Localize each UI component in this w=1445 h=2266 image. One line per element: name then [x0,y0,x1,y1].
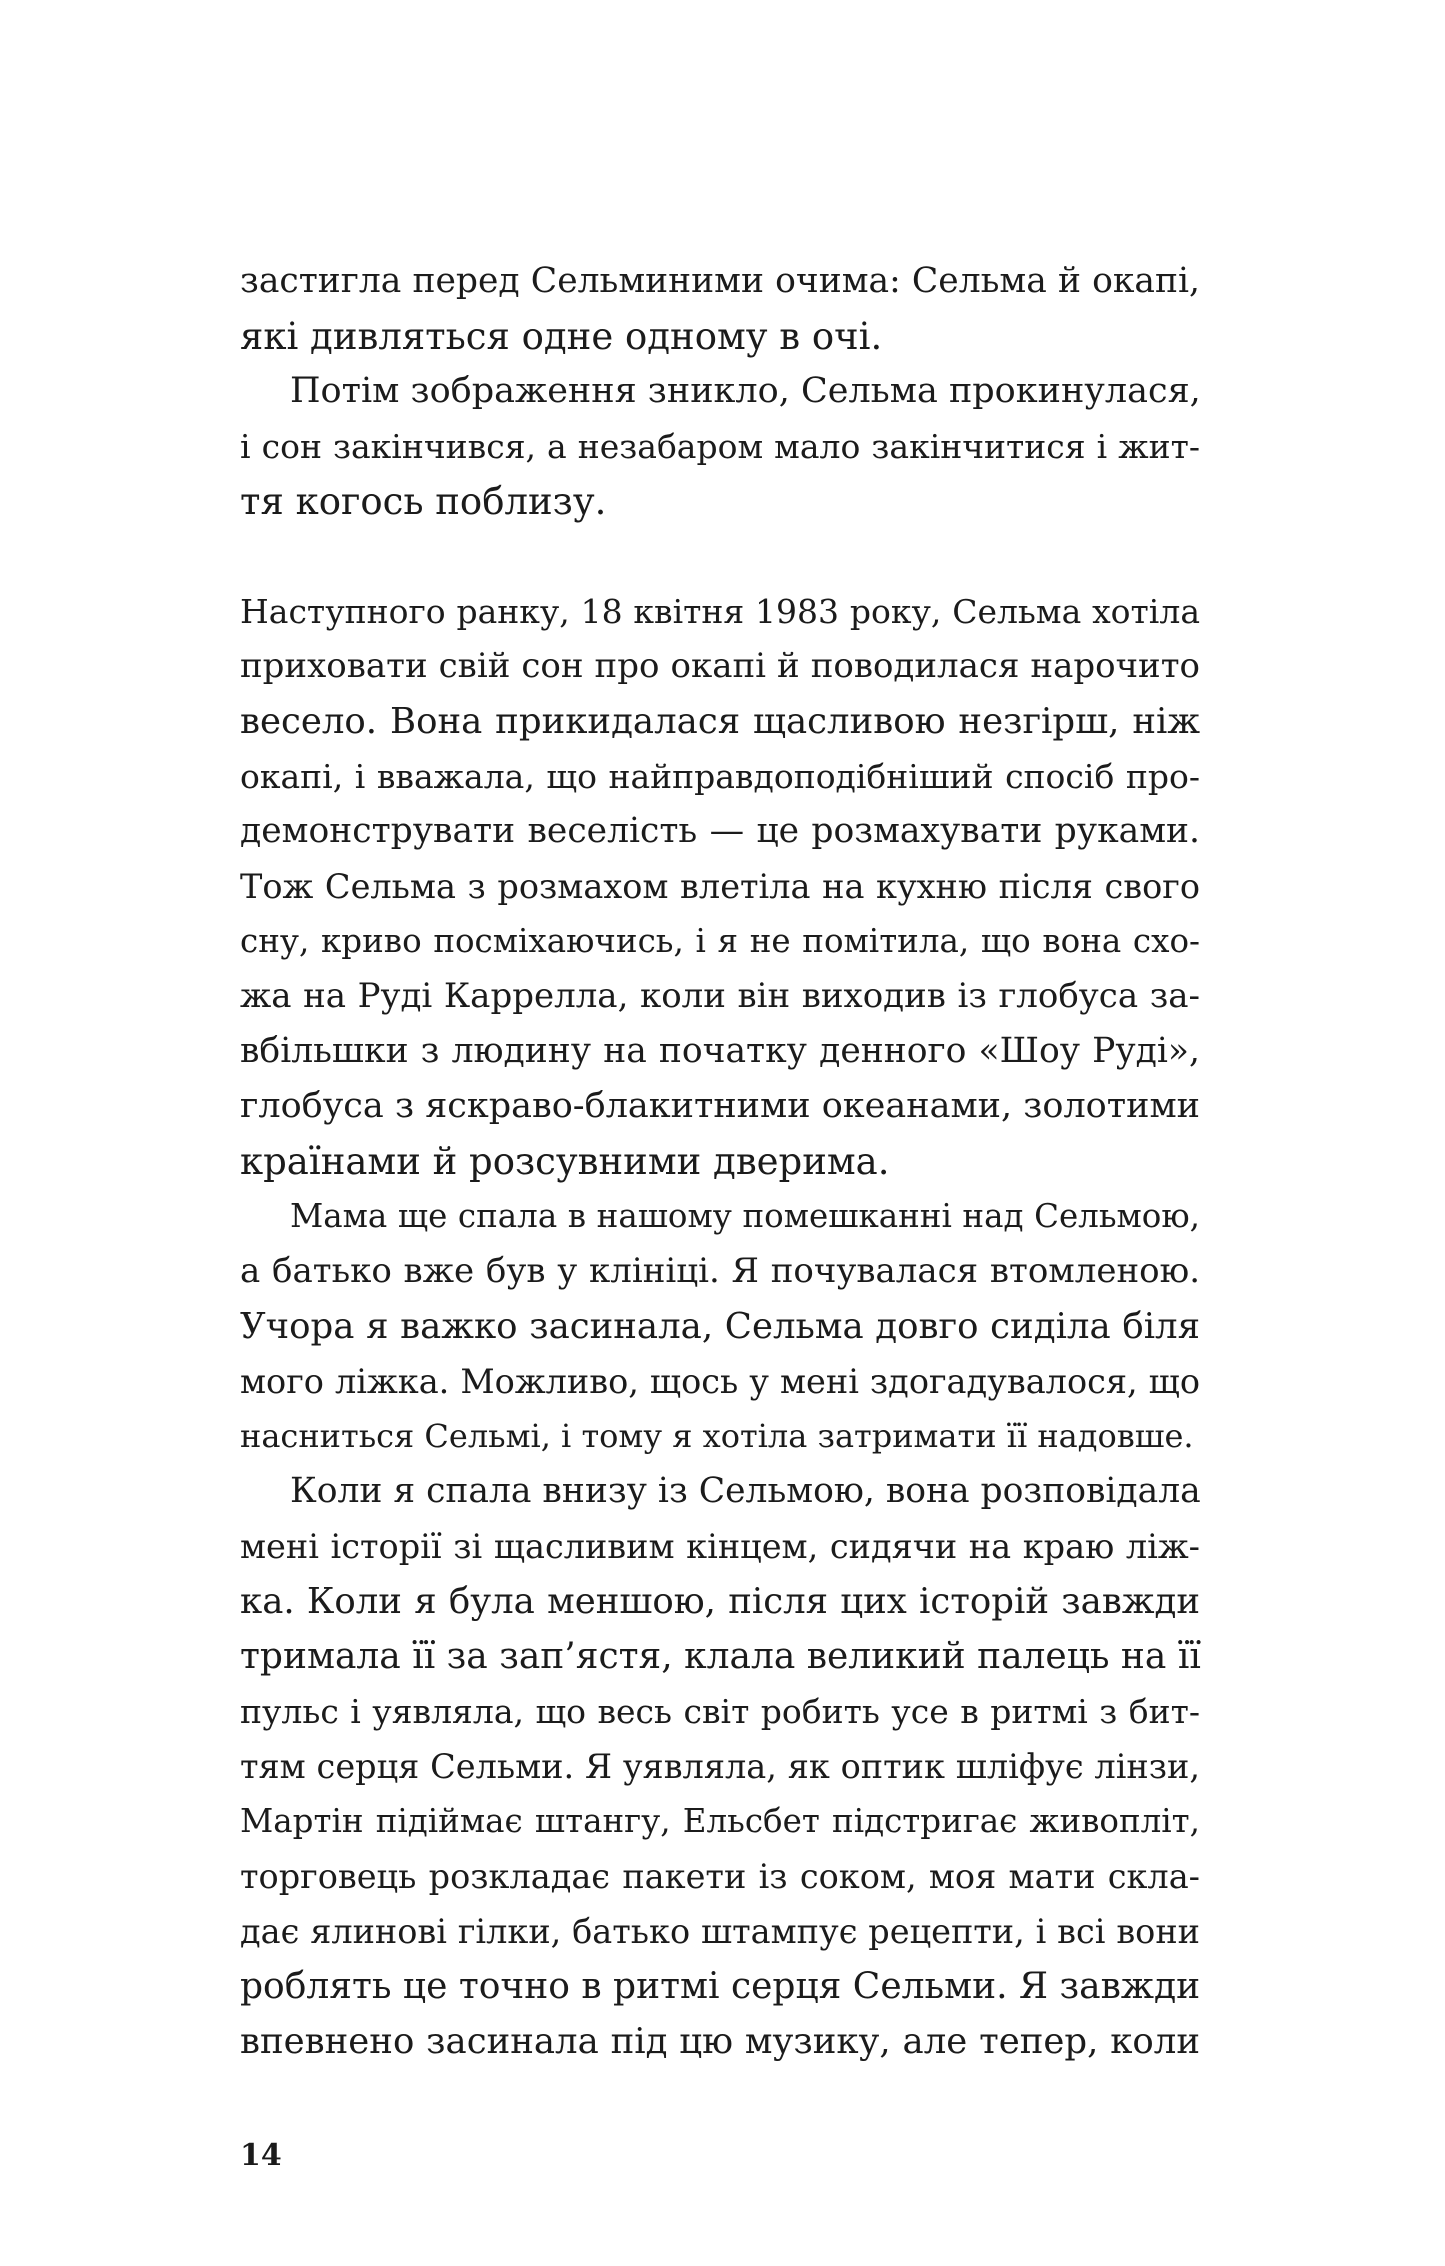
paragraph [240,1189,1200,1464]
text-line: Мама ще спала в нашому помешканні над Сельмою, [290,1197,1200,1235]
paragraph [240,1464,1200,2069]
text-line: Коли я спала внизу із Сельмою, вона розповідала [290,1471,1201,1511]
text-line: весело. Вона прикидалася щасливою незгірш, ніж [240,701,1200,742]
paragraph [240,254,1200,364]
text-line: тримала її за зап’ястя, клала великий палець на її [240,1636,1201,1677]
text-line: Мартін підіймає штангу, Ельсбет підстригає живопліт, [240,1802,1200,1840]
text-line: глобуса з яскраво-блакитними океанами, золотими [240,1086,1200,1126]
text-line: застигла перед Сельминими очима: Сельма й окапі, [240,261,1200,301]
body-text [240,254,1200,2069]
text-line: впевнено засинала під цю музику, але тепер, коли [240,2021,1200,2062]
page-number: 14 [240,2138,282,2173]
text-line: роблять це точно в ритмі серця Сельми. Я завжди [240,1966,1201,2007]
text-line: жа на Руді Каррелла, коли він виходив із глобуса за- [240,976,1200,1016]
text-line: приховати свій сон про окапі й поводилася нарочито [240,646,1200,686]
text-line: мені історії зі щасливим кінцем, сидячи на краю ліж- [240,1527,1200,1566]
text-line: торговець розкладає пакети із соком, моя мати скла- [240,1857,1200,1896]
text-line: а батько вже був у клініці. Я почувалася втомленою. [240,1251,1200,1291]
text-line: Тож Сельма з розмахом влетіла на кухню після свого [240,867,1200,906]
text-line: мого ліжка. Можливо, щось у мені здогадувалося, що [240,1362,1200,1401]
text-line: сну, криво посміхаючись, і я не помітила, що вона схо- [240,922,1200,960]
text-line: насниться Сельмі, і тому я хотіла затримати її надовше. [240,1417,1194,1455]
text-line: окапі, і вважала, що найправдоподібніший спосіб про- [240,757,1200,796]
text-line: Учора я важко засинала, Сельма довго сиділа біля [240,1306,1200,1347]
text-line: і сон закінчився, а незабаром мало закінчитися і жит- [240,427,1200,466]
paragraph [240,364,1200,529]
text-line: країнами й розсувними дверима. [240,1140,890,1183]
text-line: пульс і уявляла, що весь світ робить усе в ритмі з бит- [240,1692,1200,1731]
text-line: вбільшки з людину на початку денного «Шоу Руді», [240,1031,1200,1071]
text-line: тя когось поблизу. [240,480,607,523]
paragraph [240,584,1200,1189]
section-break [240,529,1200,584]
text-line: які дивляться одне одному в очі. [240,315,883,358]
text-line: дає ялинові гілки, батько штампує рецепти, і всі вони [240,1912,1200,1951]
text-line: ка. Коли я була меншою, після цих історій завжди [240,1581,1200,1622]
text-line: Потім зображення зникло, Сельма прокинулася, [290,371,1201,411]
text-line: Наступного ранку, 18 квітня 1983 року, Сельма хотіла [240,592,1200,631]
text-line: тям серця Сельми. Я уявляла, як оптик шліфує лінзи, [240,1747,1200,1786]
text-line: демонструвати веселість — це розмахувати руками. [240,811,1200,851]
